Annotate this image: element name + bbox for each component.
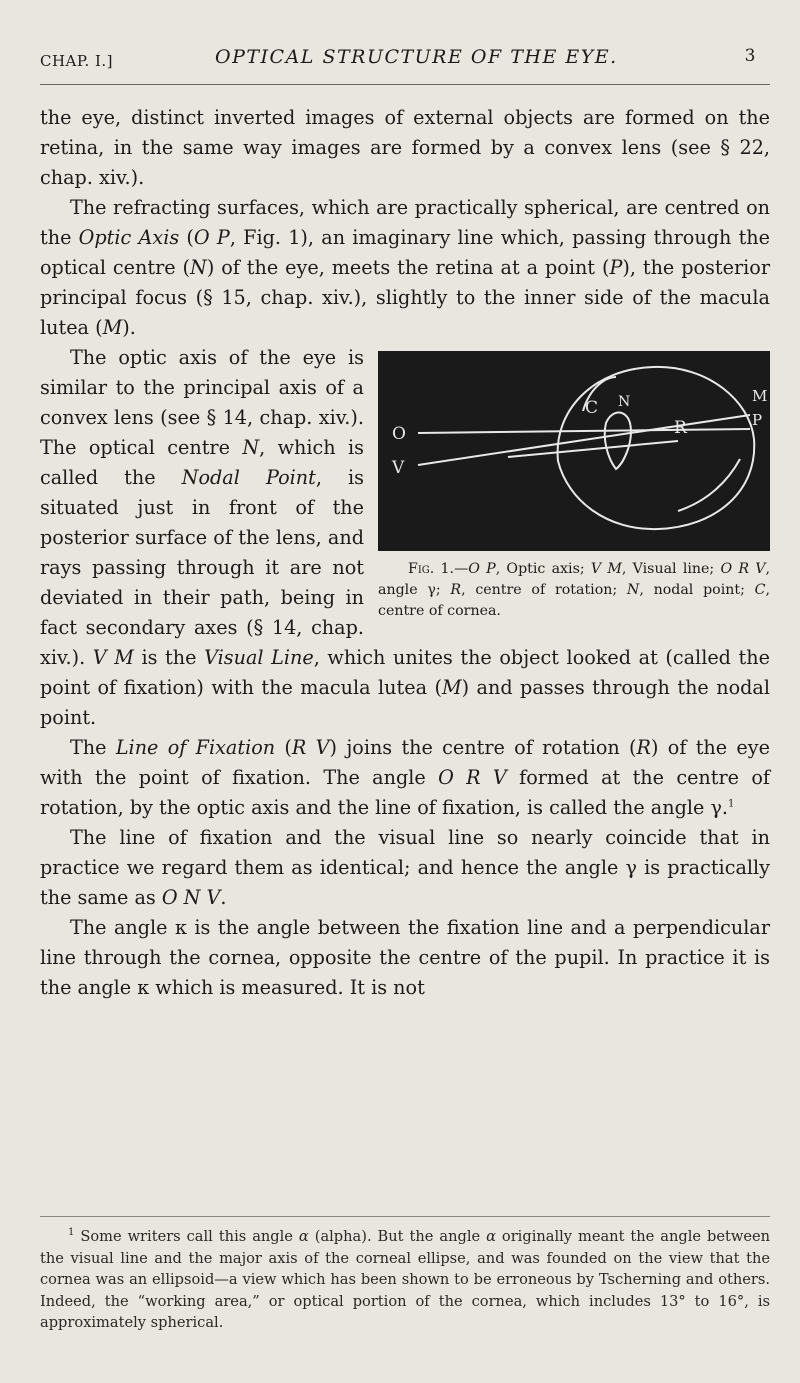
body-text	[40, 103, 770, 1003]
chapter-label: CHAP. I.]	[40, 52, 114, 70]
visual-line	[418, 415, 750, 465]
label-V: V	[392, 458, 405, 478]
footnote-ref: 1	[728, 798, 735, 810]
page-title: OPTICAL STRUCTURE OF THE EYE.	[215, 46, 618, 68]
page-number: 3	[744, 46, 756, 66]
optic-axis-line	[418, 429, 750, 433]
header-rule	[40, 84, 770, 85]
running-header	[40, 46, 770, 76]
fixation-line	[508, 441, 678, 457]
eyeball-outline	[558, 367, 755, 529]
footnote-rule	[40, 1216, 770, 1217]
label-C: C	[585, 398, 599, 418]
lens-shape	[605, 413, 631, 470]
paragraph-2: The refracting surfaces, which are practically spherical, are centred on the Optic Axis (O P, Fig. 1), an imaginary line which, passing through the optical centre (N) of the eye, meets the retina at a point (P), the posterior principal focus (§ 15, chap. xiv.), slightly to the inner side of the macula lutea (M).	[40, 196, 770, 339]
paragraph-4: The Line of Fixation (R V) joins the centre of rotation (R) of the eye with the point of fixation. The angle O R V formed at the centre of rotation, by the optic axis and the line of fixation, is called the angle γ.$^1$	[40, 736, 771, 819]
label-R: R	[674, 418, 687, 438]
footnote: $^1$ Some writers call this angle α (alpha). But the angle α originally meant the angle between the visual line and the major axis of the corneal ellipse, and was founded on the view that the cornea was an ellipsoid—a view which has been shown to be erroneous by Tscherning and others. Indeed, the “working area,” or optical portion of the cornea, which includes 13° to 16°, is approximately spherical.	[40, 1227, 770, 1331]
retina-curve	[678, 459, 740, 511]
paragraph-5: The line of fixation and the visual line so nearly coincide that in practice we regard them as identical; and hence the angle γ is practically the same as O N V.	[40, 826, 770, 909]
paragraph-6: The angle κ is the angle between the fixation line and a perpendicular line through the cornea, opposite the centre of the pupil. In practice it is the angle κ which is measured. It is not	[40, 916, 770, 999]
eye-diagram	[378, 351, 770, 551]
figure-1	[378, 351, 770, 622]
label-M: M	[752, 387, 768, 405]
eye-diagram-svg	[378, 351, 770, 551]
figure-caption: Fig. 1.—O P, Optic axis; V M, Visual line; O R V, angle γ; R, centre of rotation; N, nodal point; C, centre of cornea.	[378, 561, 770, 619]
label-P: P	[752, 411, 763, 429]
paragraph-3: The optic axis of the eye is similar to the principal axis of a convex lens (see § 14, chap. xiv.). The optical centre N, which is called the Nodal Point, is situated just in front of the posterior surface of the lens, and rays passing through it are not deviated in their path, being in fact secondary axes (§ 14, chap. xiv.). V M is the Visual Line, which unites the object looked at (called the point of fixation) with the macula lutea (M) and passes through the nodal point.	[40, 346, 770, 729]
paragraph-1: the eye, distinct inverted images of external objects are formed on the retina, in the same way images are formed by a convex lens (see § 22, chap. xiv.).	[40, 106, 770, 189]
label-O: O	[392, 424, 406, 444]
label-N: N	[618, 394, 631, 410]
